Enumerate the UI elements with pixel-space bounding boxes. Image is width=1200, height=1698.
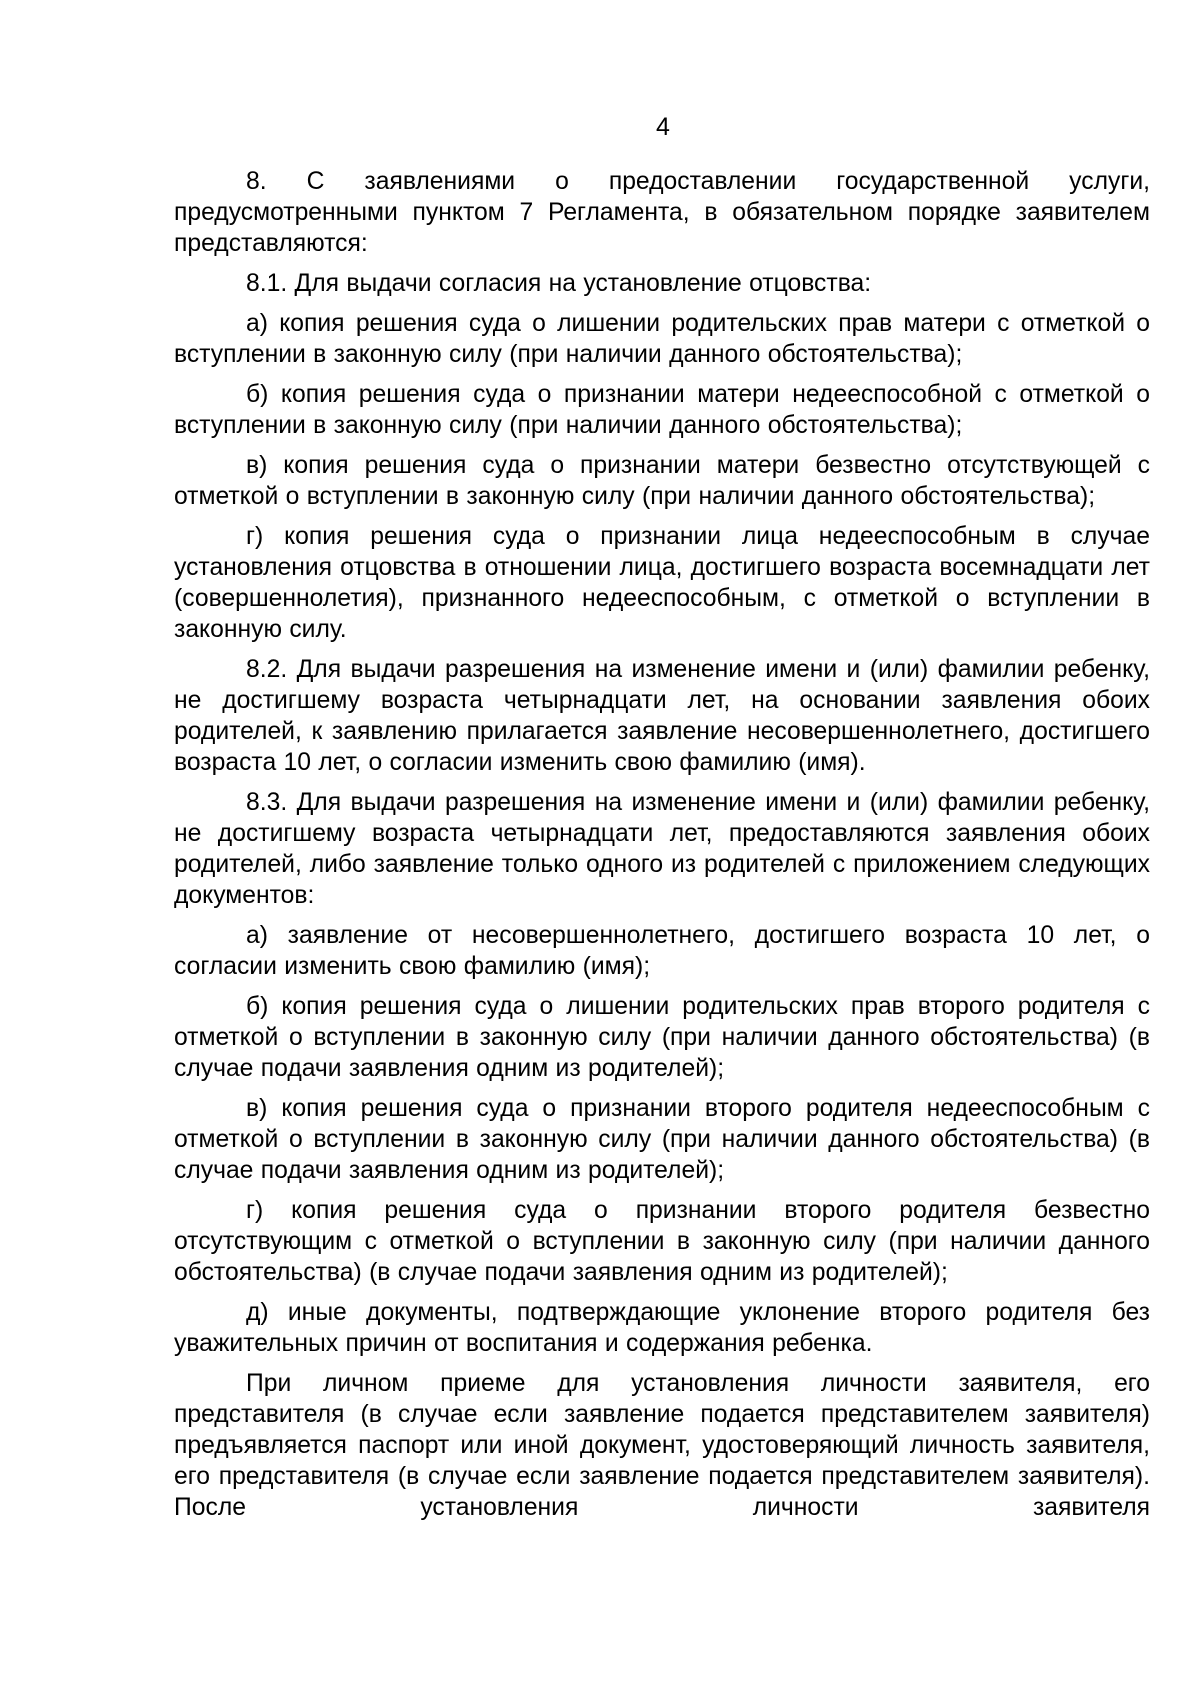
paragraph-8-1-b: б) копия решения суда о признании матери недееспособной с отметкой о вступлении в законную силу (при наличии данного обстоятельства);	[174, 381, 1150, 439]
paragraph-8-1-v: в) копия решения суда о признании матери безвестно отсутствующей с отметкой о вступлении в законную силу (при наличии данного обстоятельства);	[174, 452, 1150, 510]
paragraph-8-2: 8.2. Для выдачи разрешения на изменение имени и (или) фамилии ребенку, не достигшему возраста четырнадцати лет, на основании заявления обоих родителей, к заявлению прилагается заявление несовершеннолетнего, достигшего возраста 10 лет, о согласии изменить свою фамилию (имя).	[174, 656, 1150, 776]
paragraph-8-3-v: в) копия решения суда о признании второго родителя недееспособным с отметкой о вступлении в законную силу (при наличии данного обстоятельства) (в случае подачи заявления одним из родителей);	[174, 1095, 1150, 1184]
paragraph-8-1-a: а) копия решения суда о лишении родительских прав матери с отметкой о вступлении в законную силу (при наличии данного обстоятельства);	[174, 310, 1150, 368]
paragraph-8-3-g: г) копия решения суда о признании второго родителя безвестно отсутствующим с отметкой о вступлении в законную силу (при наличии данного обстоятельства) (в случае подачи заявления одним из родителей);	[174, 1197, 1150, 1286]
page-number: 4	[656, 113, 670, 141]
paragraph-8-3-b: б) копия решения суда о лишении родительских прав второго родителя с отметкой о вступлении в законную силу (при наличии данного обстоятельства) (в случае подачи заявления одним из родителей);	[174, 993, 1150, 1082]
document-body	[174, 166, 1150, 1532]
paragraph-8: 8. С заявлениями о предоставлении государственной услуги, предусмотренными пунктом 7 Регламента, в обязательном порядке заявителем представляются:	[174, 168, 1150, 257]
paragraph-8-3-d: д) иные документы, подтверждающие уклонение второго родителя без уважительных причин от воспитания и содержания ребенка.	[174, 1299, 1150, 1357]
paragraph-8-3-a: а) заявление от несовершеннолетнего, достигшего возраста 10 лет, о согласии изменить свою фамилию (имя);	[174, 922, 1150, 980]
paragraph-personal-reception: При личном приеме для установления личности заявителя, его представителя (в случае если заявление подается представителем заявителя) предъявляется паспорт или иной документ, удостоверяющий личность заявителя, его представителя (в случае если заявление подается представителем заявителя). После установления личности заявителя	[174, 1370, 1150, 1521]
paragraph-8-1-g: г) копия решения суда о признании лица недееспособным в случае установления отцовства в отношении лица, достигшего возраста восемнадцати лет (совершеннолетия), признанного недееспособным, с отметкой о вступлении в законную силу.	[174, 523, 1150, 643]
paragraph-8-1: 8.1. Для выдачи согласия на установление отцовства:	[246, 270, 872, 297]
paragraph-8-3: 8.3. Для выдачи разрешения на изменение имени и (или) фамилии ребенку, не достигшему возраста четырнадцати лет, предоставляются заявления обоих родителей, либо заявление только одного из родителей с приложением следующих документов:	[174, 789, 1150, 909]
